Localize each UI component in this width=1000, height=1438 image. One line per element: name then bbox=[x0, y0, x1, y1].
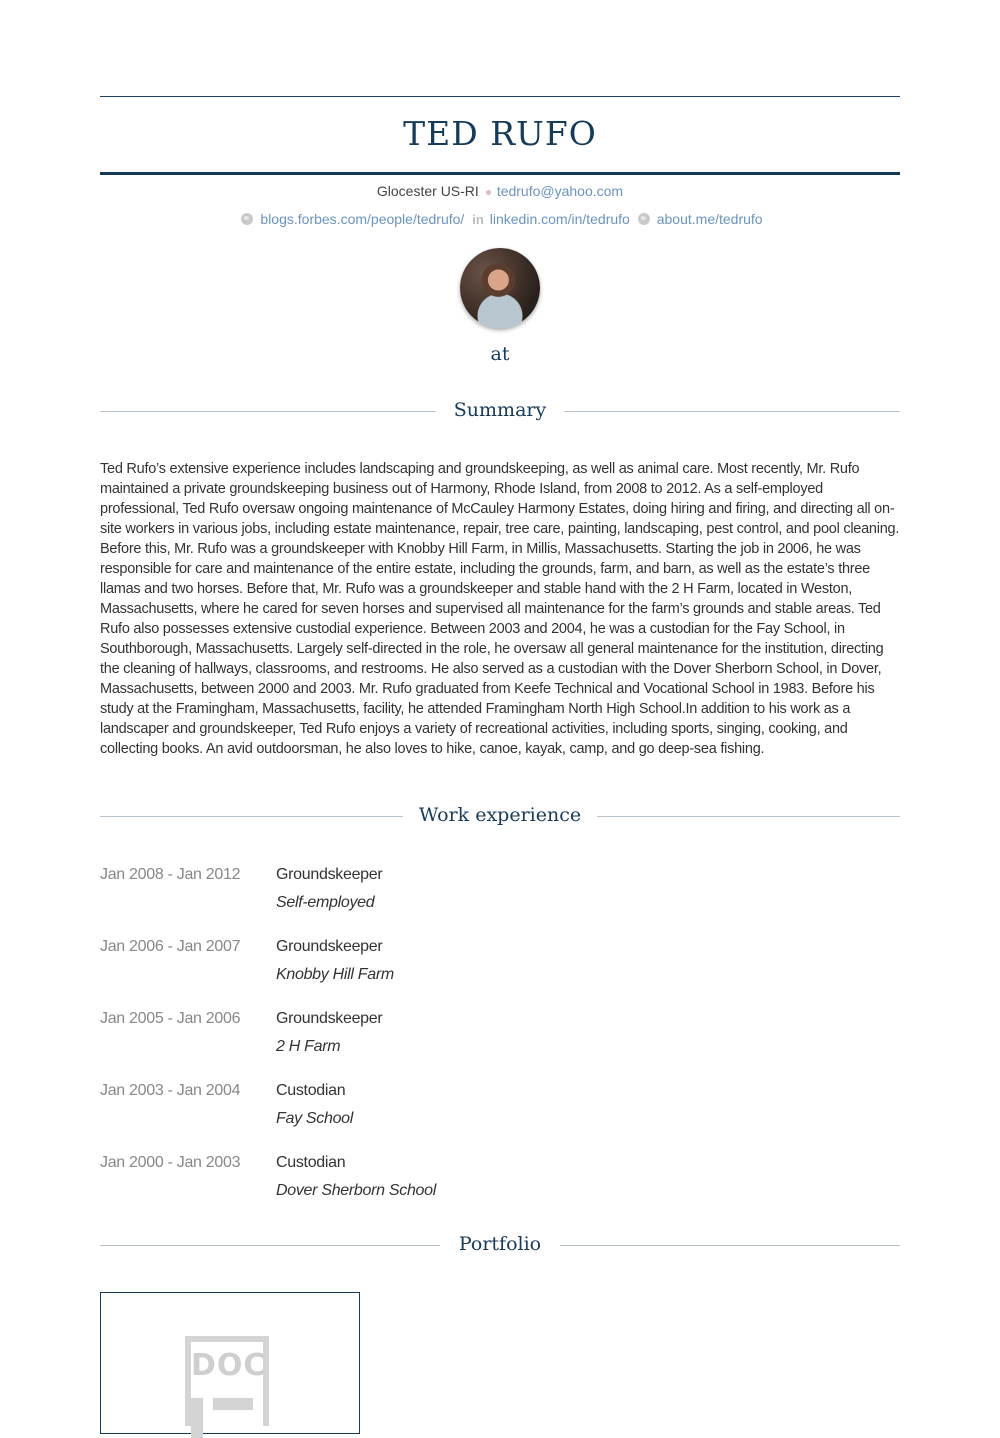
work-dates: Jan 2006 - Jan 2007 bbox=[100, 938, 241, 955]
contact-line bbox=[100, 181, 900, 201]
work-role: Custodian bbox=[276, 1154, 346, 1171]
globe-icon bbox=[638, 213, 650, 225]
work-entry bbox=[100, 1149, 900, 1205]
work-entry bbox=[100, 1005, 900, 1061]
summary-text: Ted Rufo’s extensive experience includes landscaping and groundskeeping, as well as animal care. Most recently, Mr. Rufo maintained a private groundskeeping business out of Harmony, Rhode Island, from 2008 to 2012. As a self-employed professional, Ted Rufo oversaw ongoing maintenance of McCauley Harmony Estates, doing hiring and firing, and directing all on-site workers in various jobs, including estate maintenance, repair, tree care, painting, landscaping, pest control, and pool cleaning. Before this, Mr. Rufo was a groundskeeper with Knobby Hill Farm, in Millis, Massachusetts. Starting the job in 2006, he was responsible for care and maintenance of the entire estate, including the grounds, farm, and barn, as well as the estate’s three llamas and two horses. Before that, Mr. Rufo was a groundskeeper and stable hand with the 2 H Farm, located in Weston, Massachusetts, where he cared for seven horses and supervised all maintenance for the farm’s grounds and stable areas. Ted Rufo also possesses extensive custodial experience. Between 2003 and 2004, he was a custodian for the Fay School, in Southborough, Massachusetts. Largely self-directed in the role, he oversaw all general maintenance for the institution, directing the cleaning of hallways, classrooms, and restrooms. He also served as a custodian with the Dover Sherborn School, in Dover, Massachusetts, between 2000 and 2003. Mr. Rufo graduated from Keefe Technical and Vocational School in 1983. Before his study at the Framingham, Massachusetts, facility, he attended Framingham North High School.In addition to his work as a landscaper and groundskeeper, Ted Rufo enjoys a variety of recreational activities, including sports, singing, cooking, and collecting books. An avid outdoorsman, he also loves to hike, canoe, kayak, camp, and go deep-sea fishing. bbox=[100, 461, 900, 757]
work-role: Groundskeeper bbox=[276, 938, 383, 955]
doc-file-icon bbox=[185, 1336, 269, 1426]
resume-page bbox=[100, 0, 900, 1410]
work-entry bbox=[100, 933, 900, 989]
work-company: Knobby Hill Farm bbox=[276, 966, 394, 983]
globe-icon bbox=[241, 213, 253, 225]
forbes-blog-link[interactable]: blogs.forbes.com/people/tedrufo/ bbox=[260, 211, 465, 227]
portfolio-title: Portfolio bbox=[458, 1233, 542, 1255]
linkedin-link[interactable]: linkedin.com/in/tedrufo bbox=[489, 211, 630, 227]
work-dates: Jan 2008 - Jan 2012 bbox=[100, 866, 241, 883]
doc-file-label: DOC bbox=[191, 1348, 267, 1383]
headline-text: at bbox=[490, 343, 510, 365]
summary-title: Summary bbox=[453, 399, 547, 421]
work-dates: Jan 2000 - Jan 2003 bbox=[100, 1154, 241, 1171]
work-entry bbox=[100, 1077, 900, 1133]
profile-photo bbox=[460, 248, 540, 328]
web-links-line bbox=[100, 209, 900, 230]
work-role: Groundskeeper bbox=[276, 866, 383, 883]
work-role: Custodian bbox=[276, 1082, 346, 1099]
doc-icon-shape bbox=[213, 1398, 253, 1410]
work-company: Self-employed bbox=[276, 894, 375, 911]
linkedin-icon: in bbox=[472, 212, 484, 227]
work-role: Groundskeeper bbox=[276, 1010, 383, 1027]
work-entry bbox=[100, 861, 900, 917]
header-bottom-rule bbox=[100, 172, 900, 175]
summary-section-heading bbox=[100, 395, 900, 425]
work-company: Fay School bbox=[276, 1110, 354, 1127]
portfolio-item-card[interactable] bbox=[100, 1292, 360, 1434]
email-link[interactable]: tedrufo@yahoo.com bbox=[496, 183, 624, 199]
aboutme-link[interactable]: about.me/tedrufo bbox=[656, 211, 763, 227]
work-company: 2 H Farm bbox=[276, 1038, 341, 1055]
candidate-name: TED RUFO bbox=[403, 114, 597, 153]
header-top-rule bbox=[100, 96, 900, 97]
location-text: Glocester US-RI bbox=[376, 183, 479, 199]
work-dates: Jan 2005 - Jan 2006 bbox=[100, 1010, 241, 1027]
work-section-heading bbox=[100, 800, 900, 830]
separator-dot-icon bbox=[486, 190, 491, 195]
doc-icon-shape bbox=[191, 1398, 203, 1438]
work-title: Work experience bbox=[418, 804, 582, 826]
portfolio-section-heading bbox=[100, 1229, 900, 1259]
work-company: Dover Sherborn School bbox=[276, 1182, 437, 1199]
work-dates: Jan 2003 - Jan 2004 bbox=[100, 1082, 241, 1099]
